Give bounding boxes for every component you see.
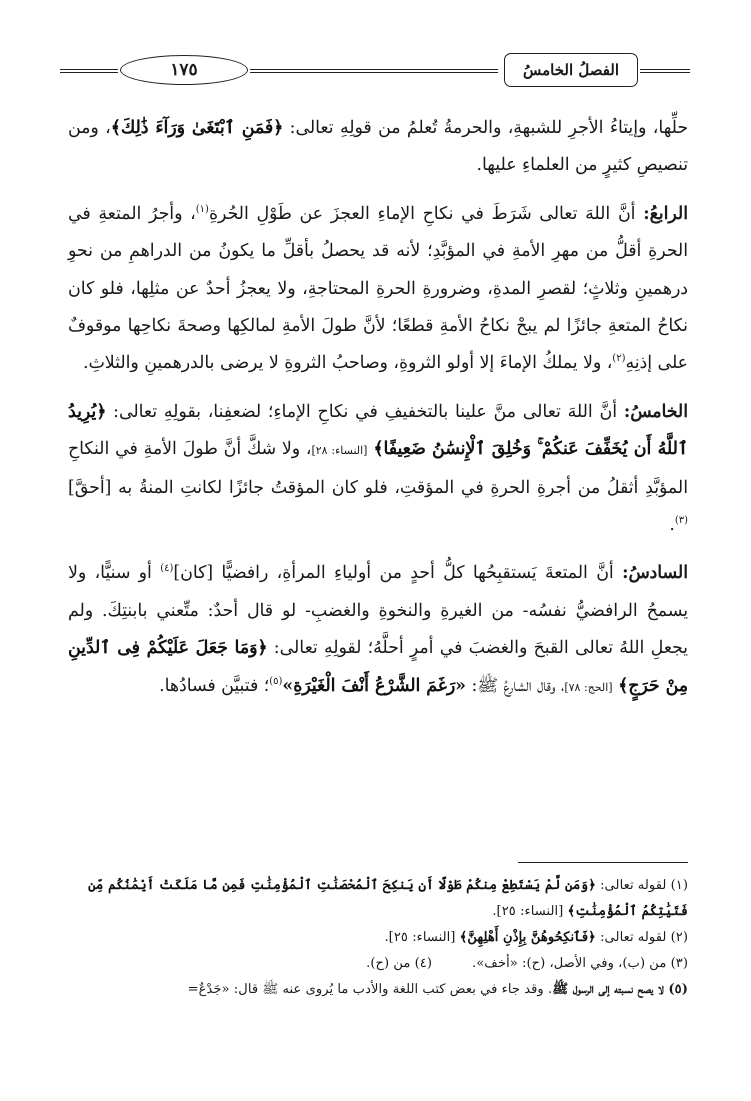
paragraph-text: أنَّ اللهَ تعالى شَرَطَ في نكاحِ الإماءِ العجزَ عن طَوْلِ الحُرةِ [208,203,644,224]
paragraph-1 [68,110,688,185]
paragraph-text: ، ومن تنصيصِ كثيرٍ من العلماءِ عليها. [68,118,688,176]
verse-citation: [النساء: ٢٥]. [492,904,568,919]
section-keyword: الرابعُ: [643,203,688,224]
footnote-1 [68,873,688,925]
footnote-3: (٣) من (ب)، وفي الأصل، (ح): «أخف». [472,956,688,971]
footnote-text: (٢) لقوله تعالى: [595,930,688,945]
paragraph-text: أو سنيًّا، ولا يسمحُ الرافضيُّ نفسُه- من الغيرةِ والنخوةِ والغضبِ- لو قال أحدٌ: متِّعني بابنتِكَ. ولم يجعلِ اللهُ تعالى القبحَ والغضبَ في أمرٍ أحلَّهُ؛ لقولِهِ تعالى: [68,563,688,659]
chapter-title [504,53,638,87]
footnote-ref[interactable]: (٢) [612,353,626,365]
quran-verse: ﴿وَمَا جَعَلَ عَلَيْكُمْ فِى ٱلدِّينِ مِنْ حَرَجٍ﴾ [68,638,688,696]
footnote-bold-text: (٥) لا يصح نسبته إلى الرسول ﷺ [552,982,688,997]
header-rule-right [640,69,690,73]
paragraph-text: ، ولا شكَّ أنَّ طولَ الأمةِ في النكاحِ المؤبَّدِ أثقلُ من أجرةِ الحرةِ في المؤقتِ، فلو كان المؤقتُ جائزًا لكانتِ المنةُ به [أحقَّ] [68,439,688,498]
footnote-4: (٤) من (ح). [366,956,433,971]
verse-citation: [النساء: ٢٨] [311,444,368,458]
footnote-text: . وقد جاء في بعض كتب اللغة والأدب ما يُروى عنه ﷺ قال: «جَدْعٌ= [187,982,553,997]
quran-verse: ﴿فَمَنِ ٱبْتَغَىٰ وَرَآءَ ذَٰلِكَ﴾ [110,118,284,138]
paragraph-text: أنَّ المتعةَ يَستقبِحُها كلُّ أحدٍ من أولياءِ المرأةِ، رافضيًّا [كان] [173,563,623,584]
paragraph-4th [68,196,688,383]
quran-verse: ﴿يُرِيدُ ٱللَّهُ أَن يُخَفِّفَ عَنكُمْ ۚ وَخُلِقَ ٱلْإِنسَٰنُ ضَعِيفًا﴾ [68,401,689,460]
quran-verse: ﴿وَمَن لَّمْ يَسْتَطِعْ مِنكُمْ طَوْلًا أَن يَنكِحَ ٱلْمُحْصَنَٰتِ ٱلْمُؤْمِنَٰتِ فَمِن مَّا مَلَكَتْ أَيْمَٰنُكُم مِّن فَتَيَٰتِكُمُ ٱلْمُؤْمِنَٰتِ﴾ [88,878,688,919]
page-number [120,55,248,85]
page-header [60,52,690,92]
footnote-ref[interactable]: (٥) [269,675,283,687]
header-rule-middle [250,69,498,73]
paragraph-text: حلِّها، وإيتاءُ الأجرِ للشبهةِ، والحرمةُ تُعلمُ من قولِهِ تعالى: [283,118,688,138]
header-rule-left [60,69,118,73]
paragraph-text: ، وقال الشارعُ ﷺ: [465,675,565,696]
quran-verse: ﴿فَٱنكِحُوهُنَّ بِإِذْنِ أَهْلِهِنَّ﴾ [459,930,596,945]
footnote-ref[interactable]: (٣) [674,515,688,527]
verse-citation: [النساء: ٢٥]. [384,930,460,945]
paragraph-text: ؛ فتبيَّن فسادُها. [159,675,270,696]
paragraph-text: . [669,515,675,536]
footnote-separator [518,862,688,863]
footnotes [68,873,688,1003]
footnote-text: (١) لقوله تعالى: [595,878,688,893]
footnote-ref[interactable]: (١) [195,204,209,216]
section-keyword: السادسُ: [622,563,688,584]
paragraph-text: ، ولا يملكُ الإماءَ إلا أولو الثروةِ، وصاحبُ الثروةِ لا يرضى بالدرهمينِ والثلاثِ. [83,353,613,374]
paragraph-5th [68,394,688,545]
chapter-title-text: الفصلُ الخامسُ [522,61,620,79]
paragraph-text: ، وأجرُ المتعةِ في الحرةِ أقلُّ من مهرِ الأمةِ في المؤبَّدِ؛ لأنه قد يحصلُ بأقلِّ ما يكونُ من الدراهمِ من نحوِ درهمينِ وثلاثٍ؛ لقصرِ المدةِ، وضرورةِ الحرةِ المحتاجةِ، ولا يعجزُ أحدٌ عن مثلِها، فلو كان نكاحُ المتعةِ جائزًا لم يبحْ نكاحُ الأمةِ قطعًا؛ لأنَّ طولَ الأمةِ لمالكِها وصحةَ نكاحِها موقوفٌ على إذنِهِ [68,203,688,374]
main-text [68,110,688,717]
section-keyword: الخامسُ: [623,401,688,422]
page-number-text: ١٧٥ [170,60,198,80]
paragraph-text: أنَّ اللهَ تعالى منَّ علينا بالتخفيفِ في نكاحِ الإماءِ؛ لضعفِنا، بقولِهِ تعالى: [106,401,624,422]
footnote-ref[interactable]: (٤) [160,563,174,575]
paragraph-6th [68,555,688,706]
footnote-5 [68,977,688,1003]
hadith-quote: «رَغَمَ الشَّرْعُ أَنْفَ الْغَيْرَةِ» [282,675,466,696]
footnote-2 [68,925,688,951]
verse-citation: [الحج: ٧٨] [564,680,613,694]
footnote-3-4 [68,951,688,977]
